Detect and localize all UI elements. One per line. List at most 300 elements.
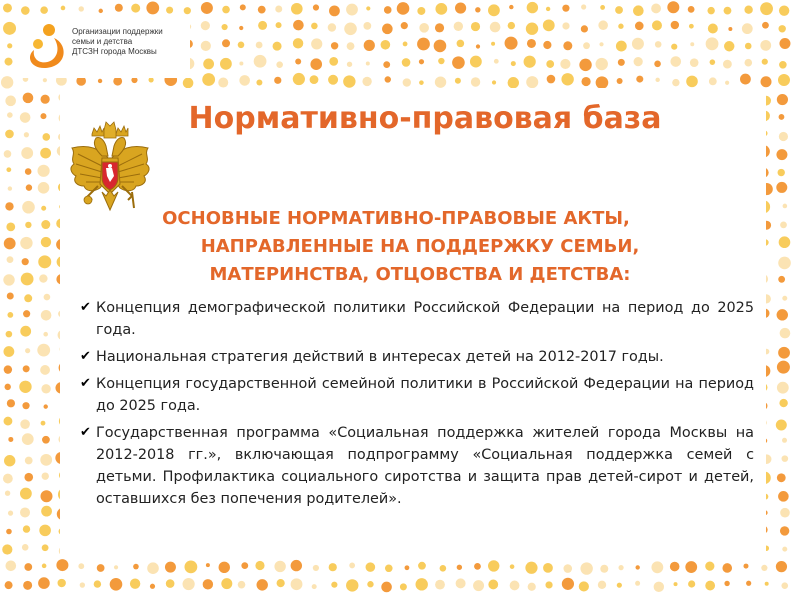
background-dot xyxy=(24,473,33,482)
background-dot xyxy=(40,454,52,466)
background-dot xyxy=(41,506,52,517)
background-dot xyxy=(329,563,337,571)
background-dot xyxy=(23,310,30,317)
background-dot xyxy=(760,2,773,15)
background-dot xyxy=(543,41,551,49)
background-dot xyxy=(528,583,536,591)
background-dot xyxy=(419,59,424,64)
background-dot xyxy=(761,76,772,87)
background-dot xyxy=(580,562,592,574)
background-dot xyxy=(202,73,215,86)
background-dot xyxy=(22,544,29,551)
background-dot xyxy=(689,24,694,29)
background-dot xyxy=(38,255,51,268)
background-dot xyxy=(239,75,250,86)
background-dot xyxy=(277,579,285,587)
background-dot xyxy=(4,150,12,158)
background-dot xyxy=(635,22,644,31)
background-dot xyxy=(7,399,15,407)
background-dot xyxy=(7,256,14,263)
background-dot xyxy=(782,455,789,462)
background-dot xyxy=(616,41,627,52)
background-dot xyxy=(511,61,516,66)
background-dot xyxy=(256,79,262,85)
background-dot xyxy=(257,579,268,590)
background-dot xyxy=(328,75,338,85)
background-dot xyxy=(22,402,29,409)
background-dot xyxy=(724,41,734,51)
background-dot xyxy=(42,564,47,569)
background-dot xyxy=(508,22,515,29)
background-dot xyxy=(310,58,322,70)
background-dot xyxy=(598,581,606,589)
background-dot xyxy=(349,563,355,569)
background-dot xyxy=(488,4,500,16)
background-dot xyxy=(779,5,789,15)
background-dot xyxy=(79,6,84,11)
background-dot xyxy=(328,23,336,31)
background-dot xyxy=(8,511,13,516)
background-dot xyxy=(7,312,13,318)
acts-list xyxy=(80,297,754,515)
background-dot xyxy=(491,42,495,46)
background-dot xyxy=(618,59,625,66)
check-mark-icon: ✔ xyxy=(80,425,91,440)
background-dot xyxy=(346,4,358,16)
background-dot xyxy=(276,22,282,28)
background-dot xyxy=(581,4,586,9)
background-dot xyxy=(97,564,105,572)
background-dot xyxy=(776,149,787,160)
background-dot xyxy=(40,113,46,119)
background-dot xyxy=(527,2,538,13)
background-dot xyxy=(746,581,751,586)
background-dot xyxy=(494,59,499,64)
background-dot xyxy=(165,562,176,573)
background-dot xyxy=(633,5,644,16)
background-dot xyxy=(201,2,213,14)
background-dot xyxy=(44,404,48,408)
background-dot xyxy=(724,581,729,586)
background-dot xyxy=(783,204,788,209)
background-dot xyxy=(508,77,519,88)
background-dot xyxy=(654,61,661,68)
background-dot xyxy=(777,94,788,105)
background-dot xyxy=(600,5,605,10)
background-dot xyxy=(781,582,788,589)
background-dot xyxy=(42,133,50,141)
background-dot xyxy=(42,436,50,444)
background-dot xyxy=(778,25,785,32)
background-dot xyxy=(417,38,430,51)
background-dot xyxy=(22,258,29,265)
background-dot xyxy=(475,7,480,12)
background-dot xyxy=(440,565,447,572)
background-dot xyxy=(41,310,52,321)
background-dot xyxy=(24,294,32,302)
background-dot xyxy=(779,114,785,120)
background-dot xyxy=(3,474,13,484)
background-dot xyxy=(219,562,230,573)
background-dot xyxy=(526,76,538,88)
background-dot xyxy=(110,578,123,591)
background-dot xyxy=(780,328,791,339)
background-dot xyxy=(258,6,266,14)
background-dot xyxy=(385,564,393,572)
background-dot xyxy=(238,42,245,49)
background-dot xyxy=(367,581,373,587)
section-heading-line: МАТЕРИНСТВА, ОТЦОВСТВА И ДЕТСТВА: xyxy=(209,264,631,285)
background-dot xyxy=(347,62,352,67)
background-dot xyxy=(438,58,444,64)
background-dot xyxy=(778,74,790,86)
background-dot xyxy=(363,22,371,30)
background-dot xyxy=(652,20,662,30)
background-dot xyxy=(724,7,732,15)
background-dot xyxy=(1,76,13,88)
background-dot xyxy=(5,202,13,210)
background-dot xyxy=(780,508,790,518)
background-dot xyxy=(505,37,518,50)
background-dot xyxy=(3,346,14,357)
organization-logo xyxy=(20,18,190,78)
background-dot xyxy=(5,96,16,107)
background-dot xyxy=(563,564,572,573)
background-dot xyxy=(347,42,355,50)
background-dot xyxy=(777,361,790,374)
background-dot xyxy=(313,565,319,571)
background-dot xyxy=(20,326,31,337)
list-item xyxy=(80,297,754,341)
background-dot xyxy=(5,130,14,139)
background-dot xyxy=(471,22,480,31)
background-dot xyxy=(779,38,790,49)
background-dot xyxy=(778,276,785,283)
background-dot xyxy=(651,4,661,14)
background-dot xyxy=(635,581,640,586)
background-dot xyxy=(707,7,714,14)
background-dot xyxy=(6,331,13,338)
background-dot xyxy=(78,563,84,569)
background-dot xyxy=(779,132,788,141)
background-dot xyxy=(509,5,513,9)
background-dot xyxy=(61,6,66,11)
background-dot xyxy=(782,438,787,443)
background-dot xyxy=(728,27,732,31)
background-dot xyxy=(42,472,49,479)
background-dot xyxy=(38,182,50,194)
background-dot xyxy=(419,23,429,33)
background-dot xyxy=(293,20,304,31)
background-dot xyxy=(435,580,445,590)
background-dot xyxy=(405,565,410,570)
background-dot xyxy=(239,62,243,66)
background-dot xyxy=(381,40,391,50)
section-heading-line: ОСНОВНЫЕ НОРМАТИВНО-ПРАВОВЫЕ АКТЫ, xyxy=(162,208,630,229)
logo-text-line: семьи и детства xyxy=(72,37,133,46)
background-dot xyxy=(20,237,32,249)
background-dot xyxy=(184,7,191,14)
background-dot xyxy=(7,112,13,118)
background-dot xyxy=(184,560,197,573)
background-dot xyxy=(19,381,31,393)
background-dot xyxy=(488,580,498,590)
background-dot xyxy=(183,78,194,89)
background-dot xyxy=(25,348,30,353)
background-dot xyxy=(581,25,588,32)
background-dot xyxy=(42,544,49,551)
background-dot xyxy=(545,581,552,588)
background-dot xyxy=(99,9,103,13)
background-dot xyxy=(293,38,303,48)
background-dot xyxy=(722,563,732,573)
background-dot xyxy=(5,384,11,390)
background-dot xyxy=(25,168,32,175)
background-dot xyxy=(761,565,767,571)
background-dot xyxy=(634,57,643,66)
background-dot xyxy=(510,581,520,591)
background-dot xyxy=(273,42,282,51)
background-dot xyxy=(130,579,140,589)
background-dot xyxy=(40,365,50,375)
background-dot xyxy=(455,78,461,84)
background-dot xyxy=(41,421,46,426)
background-dot xyxy=(39,525,51,537)
background-dot xyxy=(779,61,787,69)
background-dot xyxy=(56,559,68,571)
background-dot xyxy=(4,417,13,426)
background-dot xyxy=(98,79,102,83)
background-dot xyxy=(20,112,31,123)
background-dot xyxy=(762,59,768,65)
background-dot xyxy=(295,59,301,65)
background-dot xyxy=(43,332,48,337)
background-dot xyxy=(688,6,695,13)
background-dot xyxy=(7,293,14,300)
background-dot xyxy=(690,42,694,46)
background-dot xyxy=(685,561,697,573)
background-dot xyxy=(400,583,407,590)
background-dot xyxy=(344,22,357,35)
background-dot xyxy=(4,238,16,250)
background-dot xyxy=(44,294,51,301)
background-dot xyxy=(6,560,17,571)
background-dot xyxy=(275,5,282,12)
background-dot xyxy=(581,77,590,86)
background-dot xyxy=(23,581,32,590)
background-dot xyxy=(710,59,716,65)
background-dot xyxy=(41,220,50,229)
background-dot xyxy=(776,182,787,193)
background-dot xyxy=(41,95,50,104)
background-dot xyxy=(222,39,230,47)
background-dot xyxy=(563,41,572,50)
background-dot xyxy=(417,7,425,15)
background-dot xyxy=(113,77,122,86)
background-dot xyxy=(579,581,589,591)
background-dot xyxy=(4,455,15,466)
background-dot xyxy=(547,75,556,84)
background-dot xyxy=(452,56,465,69)
background-dot xyxy=(474,563,481,570)
background-dot xyxy=(5,58,13,66)
background-dot xyxy=(221,578,232,589)
background-dot xyxy=(5,581,13,589)
background-dot xyxy=(740,74,751,85)
background-dot xyxy=(258,21,267,30)
background-dot xyxy=(21,6,30,15)
background-dot xyxy=(708,23,718,33)
background-dot xyxy=(776,419,787,430)
background-dot xyxy=(562,22,569,29)
background-dot xyxy=(667,1,679,13)
background-dot xyxy=(382,24,393,35)
background-dot xyxy=(39,274,47,282)
background-dot xyxy=(744,59,752,67)
background-dot xyxy=(24,563,32,571)
background-dot xyxy=(274,561,285,572)
background-dot xyxy=(3,22,16,35)
page-title: Нормативно-правовая база xyxy=(188,101,662,136)
background-dot xyxy=(780,526,789,535)
background-dot xyxy=(492,80,496,84)
background-dot xyxy=(133,564,139,570)
background-dot xyxy=(23,365,30,372)
background-dot xyxy=(241,562,248,569)
background-dot xyxy=(674,582,678,586)
background-dot xyxy=(670,56,681,67)
background-dot xyxy=(705,581,715,591)
background-dot xyxy=(362,77,371,86)
background-dot xyxy=(385,76,391,82)
list-item-text: Национальная стратегия действий в интересах детей на 2012-2017 годы. xyxy=(96,349,664,365)
background-dot xyxy=(470,56,482,68)
background-dot xyxy=(651,561,663,573)
background-dot xyxy=(94,580,101,587)
background-dot xyxy=(40,6,48,14)
background-dot xyxy=(777,382,789,394)
background-dot xyxy=(115,4,123,12)
background-dot xyxy=(471,77,480,86)
background-dot xyxy=(455,2,466,13)
background-dot xyxy=(690,58,699,67)
background-dot xyxy=(617,78,623,84)
background-dot xyxy=(150,584,155,589)
background-dot xyxy=(670,562,680,572)
background-dot xyxy=(22,433,34,445)
background-dot xyxy=(742,23,753,34)
background-dot xyxy=(672,79,679,86)
background-dot xyxy=(166,7,173,14)
list-item xyxy=(80,346,754,368)
background-dot xyxy=(744,6,752,14)
background-dot xyxy=(454,22,463,31)
background-dot xyxy=(527,39,536,48)
background-dot xyxy=(419,80,424,85)
background-dot xyxy=(777,473,786,482)
background-dot xyxy=(600,565,608,573)
background-dot xyxy=(218,78,228,88)
background-dot xyxy=(274,77,281,84)
background-dot xyxy=(239,26,243,30)
background-dot xyxy=(313,4,319,10)
background-dot xyxy=(291,560,302,571)
background-dot xyxy=(618,565,623,570)
background-dot xyxy=(381,582,392,593)
check-mark-icon: ✔ xyxy=(80,300,91,315)
background-dot xyxy=(2,544,12,554)
background-dot xyxy=(782,547,787,552)
background-dot xyxy=(222,24,228,30)
background-dot xyxy=(435,76,446,87)
background-dot xyxy=(22,201,35,214)
background-dot xyxy=(6,167,11,172)
background-dot xyxy=(655,78,659,82)
background-dot xyxy=(546,7,550,11)
background-dot xyxy=(7,43,12,48)
background-dot xyxy=(779,399,787,407)
background-dot xyxy=(488,560,499,571)
background-dot xyxy=(526,22,538,34)
background-dot xyxy=(203,58,214,69)
background-dot xyxy=(364,40,375,51)
background-dot xyxy=(401,22,408,29)
background-dot xyxy=(366,6,370,10)
background-dot xyxy=(293,73,305,85)
background-dot xyxy=(543,19,555,31)
background-dot xyxy=(416,578,428,590)
background-dot xyxy=(346,579,358,591)
background-dot xyxy=(490,22,501,33)
background-dot xyxy=(37,165,49,177)
background-dot xyxy=(310,75,319,84)
background-dot xyxy=(291,3,303,15)
background-dot xyxy=(723,60,732,69)
background-dot xyxy=(311,38,322,49)
background-dot xyxy=(560,59,570,69)
background-dot xyxy=(384,6,392,14)
background-dot xyxy=(8,186,12,190)
background-dot xyxy=(688,580,695,587)
background-dot xyxy=(41,206,46,211)
background-dot xyxy=(312,584,317,589)
background-dot xyxy=(778,169,785,176)
background-dot xyxy=(510,564,515,569)
background-dot xyxy=(4,365,12,373)
background-dot xyxy=(26,184,32,190)
background-dot xyxy=(709,77,717,85)
background-dot xyxy=(476,44,480,48)
background-dot xyxy=(562,578,574,590)
background-dot xyxy=(23,93,34,104)
check-mark-icon: ✔ xyxy=(80,349,91,364)
background-dot xyxy=(41,237,51,247)
background-dot xyxy=(654,582,664,592)
check-mark-icon: ✔ xyxy=(80,376,91,391)
background-dot xyxy=(57,579,65,587)
background-dot xyxy=(457,40,465,48)
background-dot xyxy=(546,60,554,68)
background-dot xyxy=(780,221,787,228)
background-dot xyxy=(617,583,622,588)
section-heading xyxy=(110,205,730,289)
background-dot xyxy=(779,236,791,248)
background-dot xyxy=(80,582,85,587)
background-dot xyxy=(725,81,729,85)
background-dot xyxy=(418,562,426,570)
background-dot xyxy=(671,44,677,50)
background-dot xyxy=(329,57,338,66)
